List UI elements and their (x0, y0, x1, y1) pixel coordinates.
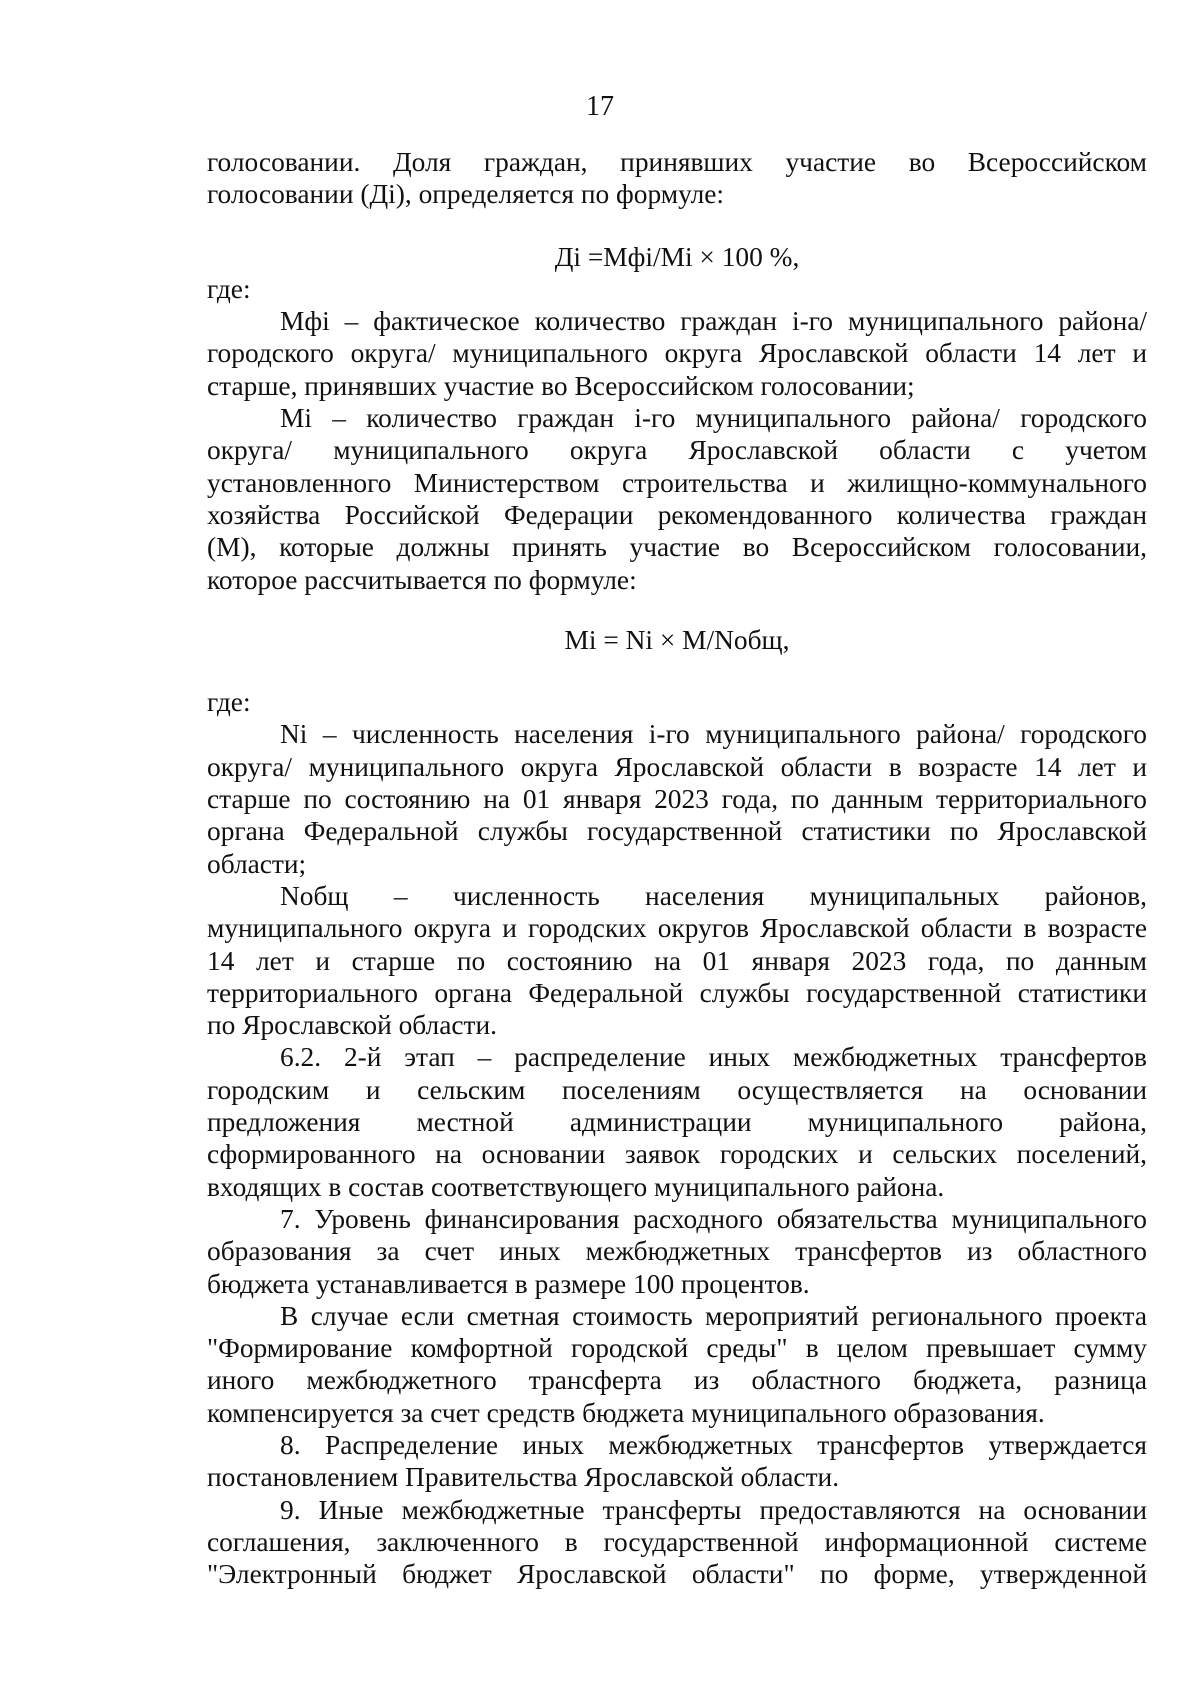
text-line: хозяйства Российской Федерации рекомендованного количества граждан (207, 499, 1147, 530)
text-line: 6.2. 2-й этап – распределение иных межбюджетных трансфертов (280, 1042, 1147, 1073)
text-line: по Ярославской области. (207, 1010, 497, 1041)
text-line: образования за счет иных межбюджетных трансфертов из областного (207, 1236, 1147, 1267)
document-body (207, 146, 1147, 1590)
text-line: которое рассчитывается по формуле: (207, 564, 637, 595)
text-line: городского округа/ муниципального округа Ярославской области 14 лет и (207, 338, 1147, 369)
text-line: "Формирование комфортной городской среды" в целом превышает сумму (207, 1333, 1147, 1364)
text-line: сформированного на основании заявок городских и сельских поселений, (207, 1139, 1147, 1170)
text-line: 7. Уровень финансирования расходного обязательства муниципального (280, 1203, 1147, 1234)
text-line: старше, принявших участие во Всероссийском голосовании; (207, 370, 915, 401)
text-line: муниципального округа и городских округов Ярославской области в возрасте (207, 913, 1147, 944)
text-line: Nобщ – численность населения муниципальных районов, (280, 880, 1147, 911)
text-line: органа Федеральной службы государственной статистики по Ярославской (207, 816, 1147, 847)
text-line: Мi – количество граждан i-го муниципального района/ городского (280, 403, 1147, 434)
text-line: голосовании. Доля граждан, принявших участие во Всероссийском (207, 147, 1147, 177)
text-line: округа/ муниципального округа Ярославской области с учетом (207, 435, 1147, 466)
text-line: "Электронный бюджет Ярославской области" по форме, утвержденной (207, 1559, 1147, 1590)
text-line: иного межбюджетного трансферта из областного бюджета, разница (207, 1365, 1147, 1396)
text-line: голосовании (Дi), определяется по формуле: (207, 179, 725, 210)
text-line: входящих в состав соответствующего муниципального района. (207, 1171, 945, 1202)
text-line: бюджета устанавливается в размере 100 процентов. (207, 1268, 810, 1299)
text-line: установленного Министерством строительства и жилищно-коммунального (207, 467, 1147, 498)
page-number: 17 (586, 91, 614, 122)
text-line: соглашения, заключенного в государственной информационной системе (207, 1526, 1147, 1557)
text-line: предложения местной администрации муниципального района, (207, 1107, 1147, 1138)
formula-mi: Мi = Ni × М/Nобщ, (564, 624, 790, 655)
text-line: где: (207, 273, 251, 304)
text-line: (М), которые должны принять участие во Всероссийском голосовании, (207, 532, 1147, 563)
formula-di: Дi =Мфi/Мi × 100 %, (554, 241, 800, 272)
text-line: постановлением Правительства Ярославской области. (207, 1462, 840, 1493)
text-line: области; (207, 848, 307, 879)
text-line: компенсируется за счет средств бюджета муниципального образования. (207, 1397, 1045, 1428)
text-line: где: (207, 687, 251, 718)
text-line: старше по состоянию на 01 января 2023 года, по данным территориального (207, 784, 1147, 815)
text-line: территориального органа Федеральной службы государственной статистики (207, 977, 1147, 1008)
text-line: 9. Иные межбюджетные трансферты предоставляются на основании (280, 1494, 1147, 1525)
text-line: 14 лет и старше по состоянию на 01 января 2023 года, по данным (207, 945, 1147, 976)
text-line: городским и сельским поселениям осуществляется на основании (207, 1074, 1147, 1105)
text-line: округа/ муниципального округа Ярославской области в возрасте 14 лет и (207, 751, 1147, 782)
text-line: В случае если сметная стоимость мероприятий регионального проекта (280, 1300, 1147, 1331)
text-line: Мфi – фактическое количество граждан i-го муниципального района/ (280, 306, 1147, 337)
text-line: Ni – численность населения i-го муниципального района/ городского (280, 719, 1147, 750)
text-line: 8. Распределение иных межбюджетных трансфертов утверждается (280, 1429, 1147, 1460)
